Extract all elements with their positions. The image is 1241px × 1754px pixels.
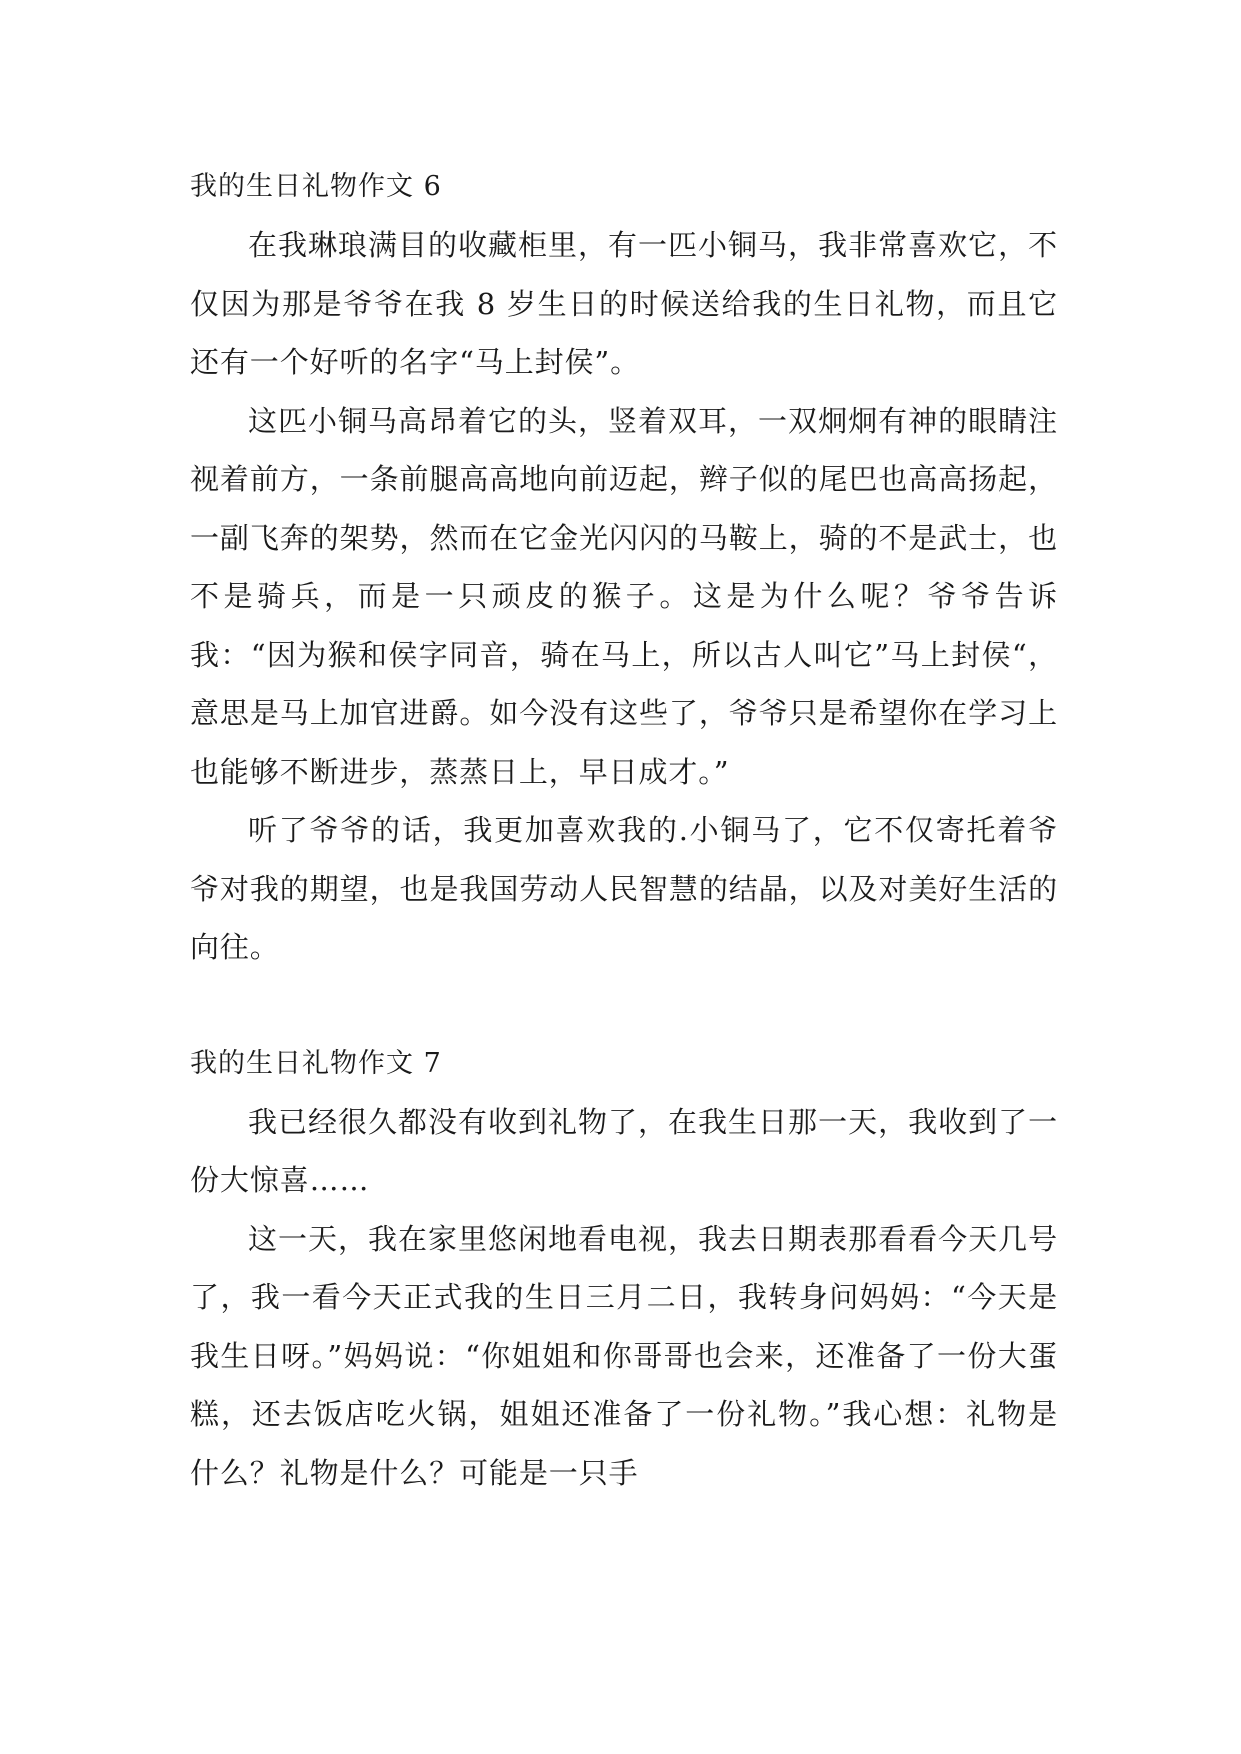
section-title: 我的生日礼物作文 6 — [190, 171, 442, 202]
document-body — [190, 158, 1058, 1502]
section-spacer — [190, 977, 1058, 1035]
paragraph: 我已经很久都没有收到礼物了，在我生日那一天，我收到了一份大惊喜…… — [190, 1104, 1058, 1197]
essay-section-6 — [190, 158, 1058, 977]
paragraph: 这匹小铜马高昂着它的头，竖着双耳，一双炯炯有神的眼睛注视着前方，一条前腿高高地向前迈起，辫子似的尾巴也高高扬起，一副飞奔的架势，然而在它金光闪闪的马鞍上，骑的不是武士，也不是骑兵，而是一只顽皮的猴子。这是为什么呢？爷爷告诉我：“因为猴和侯字同音，骑在马上，所以古人叫它”马上封侯“，意思是马上加官进爵。如今没有这些了，爷爷只是希望你在学习上也能够不断进步，蒸蒸日上，早日成才。” — [190, 403, 1058, 789]
paragraph: 这一天，我在家里悠闲地看电视，我去日期表那看看今天几号了，我一看今天正式我的生日三月二日，我转身问妈妈：“今天是我生日呀。”妈妈说：“你姐姐和你哥哥也会来，还准备了一份大蛋糕，还去饭店吃火锅，姐姐还准备了一份礼物。”我心想：礼物是什么？礼物是什么？可能是一只手 — [190, 1221, 1058, 1490]
essay-section-7 — [190, 1035, 1058, 1503]
paragraph: 在我琳琅满目的收藏柜里，有一匹小铜马，我非常喜欢它，不仅因为那是爷爷在我 8 岁生日的时候送给我的生日礼物，而且它还有一个好听的名字“马上封侯”。 — [190, 228, 1058, 379]
section-title: 我的生日礼物作文 7 — [190, 1047, 442, 1079]
paragraph: 听了爷爷的话，我更加喜欢我的.小铜马了，它不仅寄托着爷爷对我的期望，也是我国劳动人民智慧的结晶，以及对美好生活的向往。 — [190, 813, 1058, 964]
